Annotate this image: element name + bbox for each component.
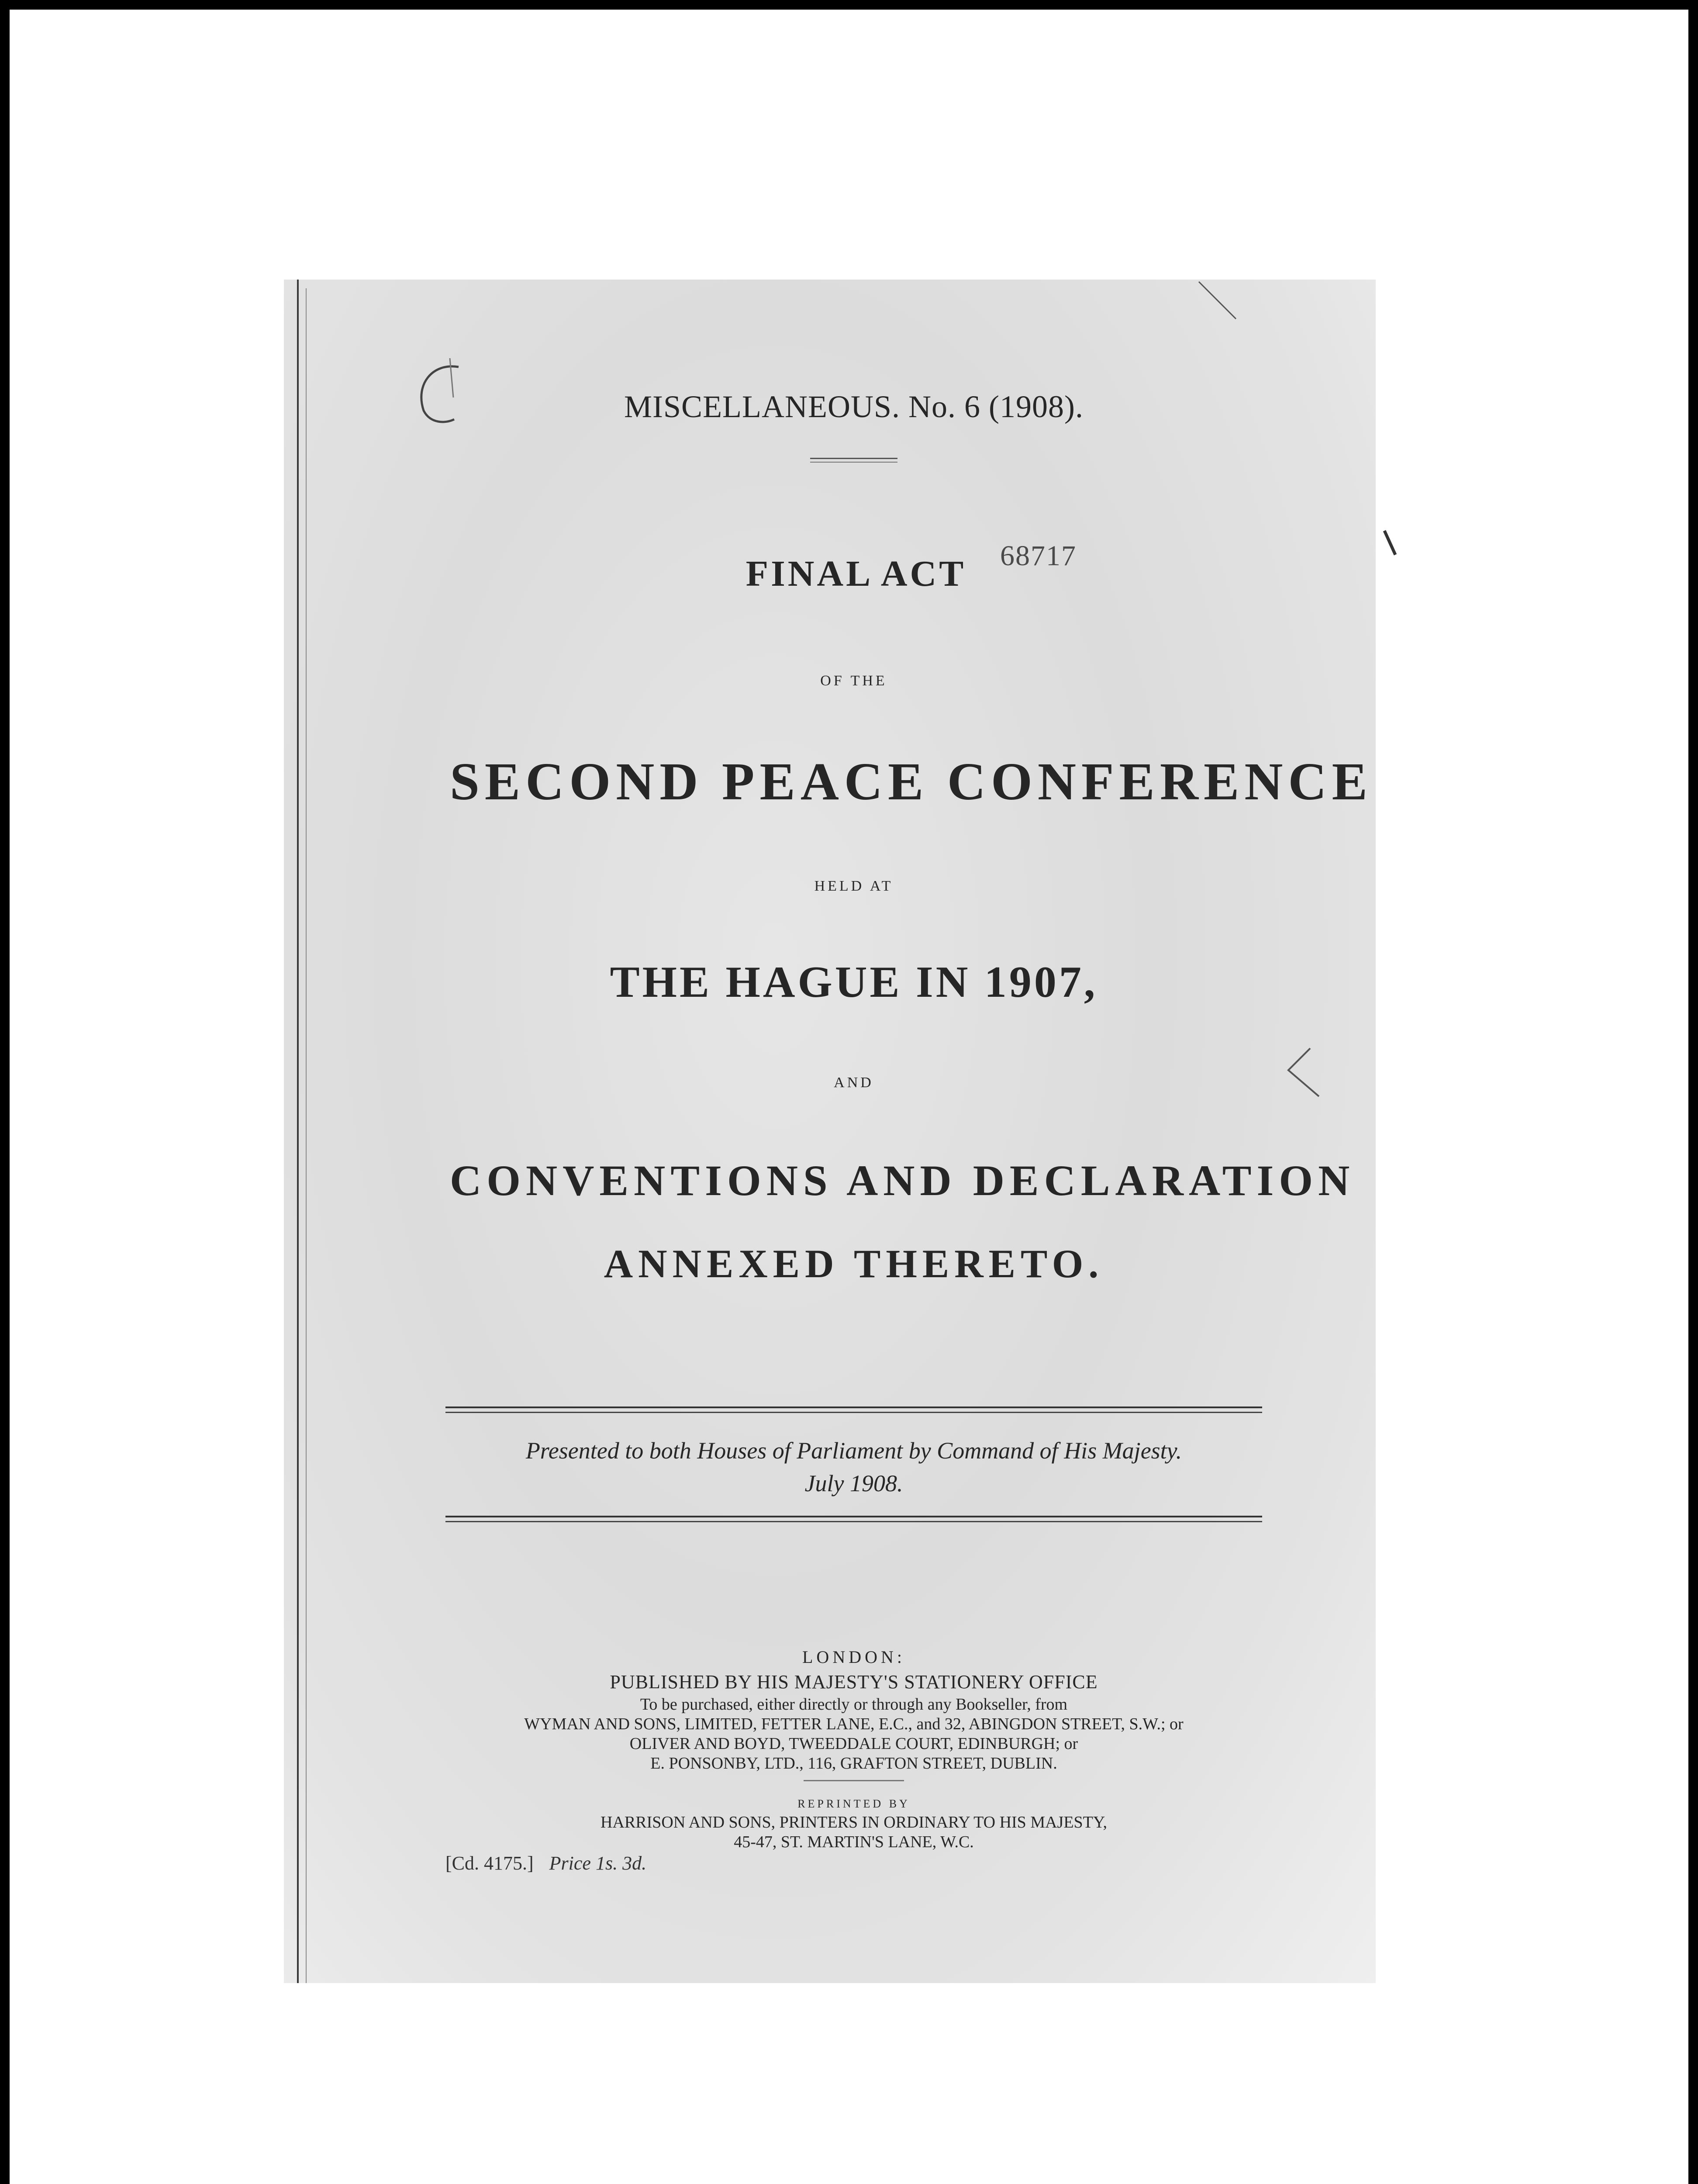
- title-conference: SECOND PEACE CONFERENCE: [450, 752, 1373, 811]
- series-number: MISCELLANEOUS. No. 6 (1908).: [624, 389, 1084, 424]
- command-paper-line: [445, 1852, 646, 1874]
- connector-of-the: OF THE: [820, 673, 887, 689]
- imprint-bookseller-ponsonby: E. PONSONBY, LTD., 116, GRAFTON STREET, DUBLIN.: [650, 1754, 1057, 1773]
- title-place-year: THE HAGUE IN 1907,: [610, 957, 1098, 1007]
- imprint-printer-address: 45-47, ST. MARTIN'S LANE, W.C.: [734, 1833, 974, 1851]
- binding-edge-line-inner: [306, 288, 307, 1983]
- imprint-purchase-note: To be purchased, either directly or through any Bookseller, from: [640, 1695, 1068, 1714]
- divider-double: [445, 1406, 1262, 1413]
- title-conventions: CONVENTIONS AND DECLARATION: [450, 1156, 1355, 1205]
- imprint-reprinted-by: REPRINTED BY: [797, 1797, 910, 1810]
- bracket-mark-icon: [1280, 1044, 1328, 1105]
- command-paper-number: [Cd. 4175.]: [445, 1852, 534, 1874]
- presentation-statement: Presented to both Houses of Parliament by Command of His Majesty.: [525, 1438, 1182, 1464]
- imprint-publisher: PUBLISHED BY HIS MAJESTY'S STATIONERY OFFICE: [610, 1671, 1098, 1693]
- title-annexed: ANNEXED THERETO.: [604, 1241, 1104, 1286]
- connector-held-at: HELD AT: [814, 878, 894, 894]
- title-final-act: FINAL ACT: [745, 553, 966, 594]
- divider: [810, 458, 897, 463]
- imprint-bookseller-oliver: OLIVER AND BOYD, TWEEDDALE COURT, EDINBURGH; or: [629, 1735, 1078, 1753]
- price: Price 1s. 3d.: [549, 1852, 647, 1874]
- imprint-printer: HARRISON AND SONS, PRINTERS IN ORDINARY TO HIS MAJESTY,: [601, 1813, 1107, 1832]
- scan-scratch-icon: [1197, 280, 1240, 323]
- divider-double: [445, 1516, 1262, 1522]
- registry-stamp-number: 68717: [1000, 540, 1077, 572]
- presentation-date: July 1908.: [804, 1470, 903, 1496]
- connector-and: AND: [834, 1075, 874, 1091]
- scan-scratch-icon: [1382, 529, 1400, 559]
- imprint-bookseller-wyman: WYMAN AND SONS, LIMITED, FETTER LANE, E.C., and 32, ABINGDON STREET, S.W.; or: [524, 1715, 1184, 1733]
- binding-edge-line: [297, 280, 299, 1983]
- imprint-city: LONDON:: [802, 1647, 905, 1667]
- divider: [804, 1780, 904, 1781]
